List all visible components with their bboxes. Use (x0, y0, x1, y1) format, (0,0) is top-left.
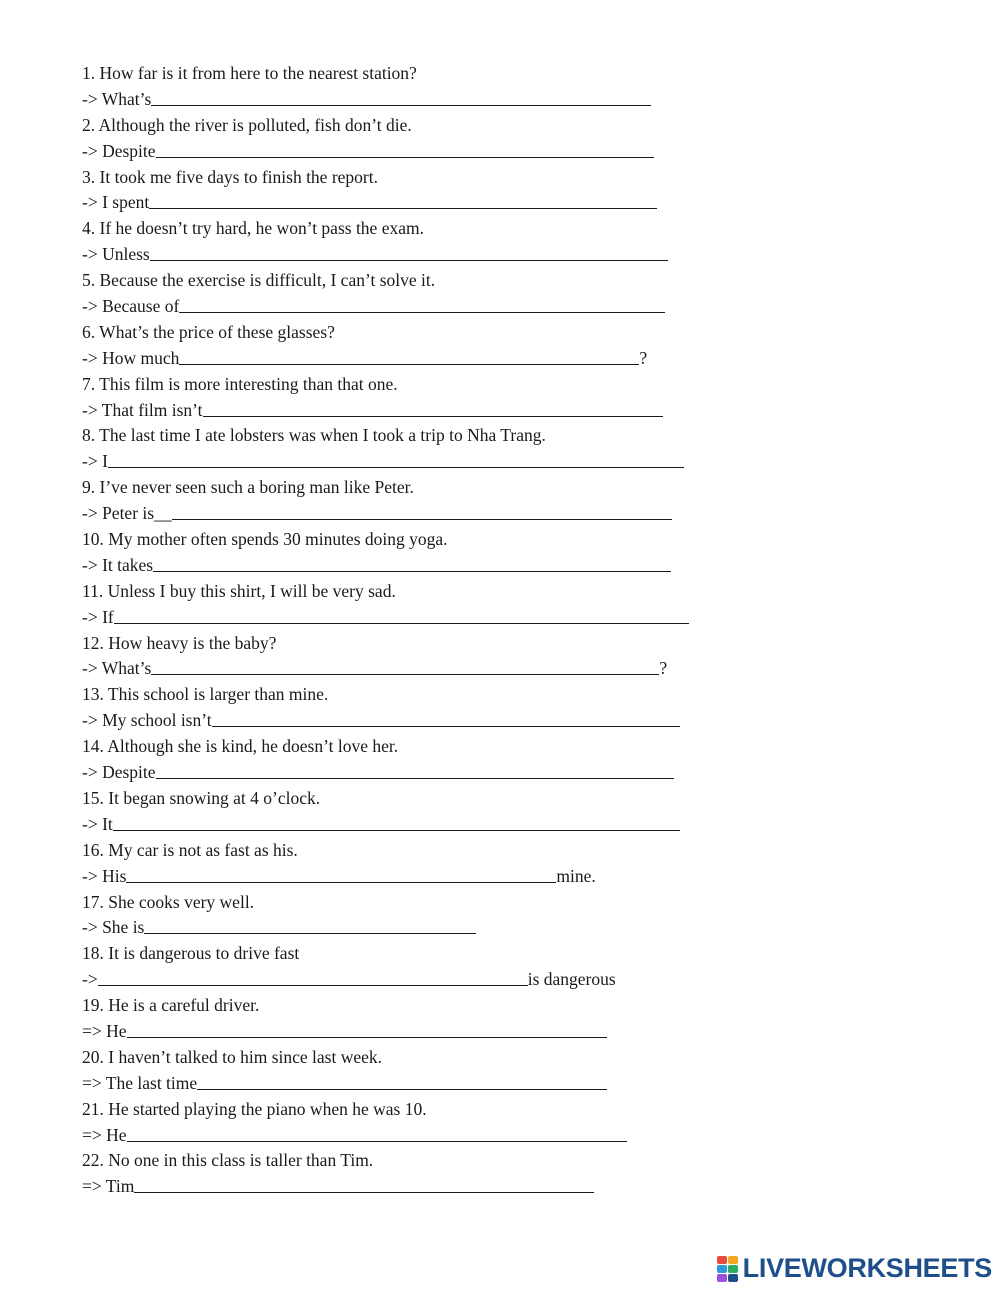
liveworksheets-logo-icon (717, 1256, 739, 1282)
question-text: 9. I’ve never seen such a boring man like Peter. (82, 477, 414, 498)
exercise-item-11 (82, 579, 722, 631)
answer-line (82, 294, 722, 320)
logo-square-red (717, 1256, 727, 1264)
liveworksheets-brand (717, 1253, 992, 1284)
answer-blank[interactable] (98, 968, 528, 986)
answer-line (82, 449, 722, 475)
question-text: 11. Unless I buy this shirt, I will be very sad. (82, 580, 396, 601)
answer-line (82, 656, 722, 682)
answer-blank[interactable] (144, 916, 476, 934)
question-text: 1. How far is it from here to the nearest station? (82, 63, 417, 83)
question-text: 20. I haven’t talked to him since last week. (82, 1046, 383, 1067)
exercise-item-6 (82, 320, 722, 372)
answer-prefix: -> Peter is__ (82, 503, 172, 524)
answer-prefix: => Tim (82, 1176, 135, 1197)
answer-line (82, 708, 722, 734)
answer-blank[interactable] (203, 399, 663, 417)
answer-blank[interactable] (151, 88, 651, 106)
answer-line (82, 1071, 722, 1097)
answer-blank[interactable] (212, 709, 680, 727)
question-text: 22. No one in this class is taller than Tim. (82, 1150, 374, 1171)
exercise-item-16 (82, 838, 722, 890)
answer-blank[interactable] (127, 1124, 627, 1142)
answer-blank[interactable] (149, 191, 657, 209)
answer-prefix: -> (82, 969, 98, 990)
exercise-item-22 (82, 1148, 722, 1200)
brand-wordmark: LIVEWORKSHEETS (742, 1253, 992, 1283)
exercise-item-17 (82, 890, 722, 942)
answer-blank[interactable] (134, 1175, 594, 1193)
exercise-item-1 (82, 61, 722, 113)
answer-line (82, 967, 722, 993)
answer-blank[interactable] (113, 813, 680, 831)
answer-line (82, 812, 722, 838)
answer-prefix: -> How much (82, 347, 180, 368)
question-text: 5. Because the exercise is difficult, I can’t solve it. (82, 270, 436, 291)
answer-blank[interactable] (179, 295, 665, 313)
answer-suffix: is dangerous (527, 969, 616, 990)
answer-blank[interactable] (150, 243, 668, 261)
answer-line (82, 1174, 722, 1200)
question-text: 12. How heavy is the baby? (82, 632, 277, 653)
exercise-item-18 (82, 941, 722, 993)
answer-blank[interactable] (156, 761, 674, 779)
exercise-item-19 (82, 993, 722, 1045)
answer-line (82, 139, 722, 165)
answer-blank[interactable] (127, 1020, 607, 1038)
question-text: 13. This school is larger than mine. (82, 684, 329, 705)
answer-suffix: ? (639, 347, 648, 368)
question-text: 19. He is a careful driver. (82, 995, 260, 1016)
answer-line (82, 242, 722, 268)
answer-suffix: mine. (556, 865, 596, 886)
answer-prefix: -> It takes (82, 554, 154, 575)
question-text: 2. Although the river is polluted, fish don’t die. (82, 114, 412, 135)
exercise-item-9 (82, 475, 722, 527)
answer-line (82, 190, 722, 216)
answer-blank[interactable] (151, 657, 659, 675)
question-text: 14. Although she is kind, he doesn’t love her. (82, 736, 399, 757)
answer-line (82, 1019, 722, 1045)
answer-blank[interactable] (172, 502, 672, 520)
exercise-item-2 (82, 113, 722, 165)
answer-prefix: -> If (82, 606, 114, 627)
question-text: 16. My car is not as fast as his. (82, 839, 298, 860)
answer-prefix: -> Because of (82, 296, 180, 317)
answer-line (82, 915, 722, 941)
logo-square-orange (728, 1256, 738, 1264)
question-text: 21. He started playing the piano when he was 10. (82, 1098, 427, 1119)
worksheet (82, 61, 722, 1200)
answer-line (82, 346, 722, 372)
answer-prefix: -> I spent (82, 192, 150, 213)
answer-prefix: -> Despite (82, 762, 156, 783)
answer-prefix: -> What’s (82, 658, 152, 679)
answer-prefix: => He (82, 1020, 127, 1041)
exercise-item-7 (82, 372, 722, 424)
answer-line (82, 501, 722, 527)
answer-line (82, 864, 722, 890)
exercise-item-5 (82, 268, 722, 320)
exercise-item-21 (82, 1097, 722, 1149)
exercise-item-20 (82, 1045, 722, 1097)
logo-square-green (728, 1265, 738, 1273)
question-text: 7. This film is more interesting than that one. (82, 373, 398, 394)
logo-square-purple (717, 1274, 727, 1282)
exercise-item-15 (82, 786, 722, 838)
answer-blank[interactable] (126, 865, 556, 883)
answer-line (82, 398, 722, 424)
answer-prefix: -> His (82, 865, 127, 886)
question-text: 8. The last time I ate lobsters was when I took a trip to Nha Trang. (82, 425, 546, 446)
answer-line (82, 1123, 722, 1149)
answer-suffix: ? (659, 658, 668, 679)
answer-prefix: -> My school isn’t (82, 710, 212, 731)
answer-blank[interactable] (114, 606, 689, 624)
answer-prefix: -> I (82, 451, 108, 472)
answer-line (82, 605, 722, 631)
exercise-item-12 (82, 631, 722, 683)
question-text: 4. If he doesn’t try hard, he won’t pass the exam. (82, 218, 424, 239)
answer-line (82, 553, 722, 579)
question-text: 18. It is dangerous to drive fast (82, 943, 300, 964)
exercise-item-4 (82, 216, 722, 268)
answer-prefix: -> That film isn’t (82, 399, 203, 420)
exercise-item-10 (82, 527, 722, 579)
answer-line (82, 760, 722, 786)
answer-prefix: -> Unless (82, 244, 150, 265)
question-text: 17. She cooks very well. (82, 891, 255, 912)
logo-square-navy (728, 1274, 738, 1282)
answer-blank[interactable] (156, 140, 654, 158)
exercise-item-13 (82, 682, 722, 734)
answer-line (82, 87, 722, 113)
answer-blank[interactable] (179, 347, 639, 365)
answer-prefix: -> What’s (82, 88, 152, 109)
answer-blank[interactable] (197, 1072, 607, 1090)
exercise-item-3 (82, 165, 722, 217)
question-text: 3. It took me five days to finish the report. (82, 166, 378, 187)
question-text: 15. It began snowing at 4 o’clock. (82, 787, 321, 808)
answer-prefix: => He (82, 1124, 127, 1145)
logo-square-blue (717, 1265, 727, 1273)
answer-blank[interactable] (153, 554, 671, 572)
question-text: 10. My mother often spends 30 minutes doing yoga. (82, 529, 448, 550)
exercise-item-14 (82, 734, 722, 786)
answer-blank[interactable] (108, 450, 684, 468)
question-text: 6. What’s the price of these glasses? (82, 321, 335, 342)
exercise-item-8 (82, 423, 722, 475)
answer-prefix: => The last time (82, 1072, 198, 1093)
answer-prefix: -> Despite (82, 140, 156, 161)
answer-prefix: -> It (82, 813, 113, 834)
answer-prefix: -> She is (82, 917, 145, 938)
